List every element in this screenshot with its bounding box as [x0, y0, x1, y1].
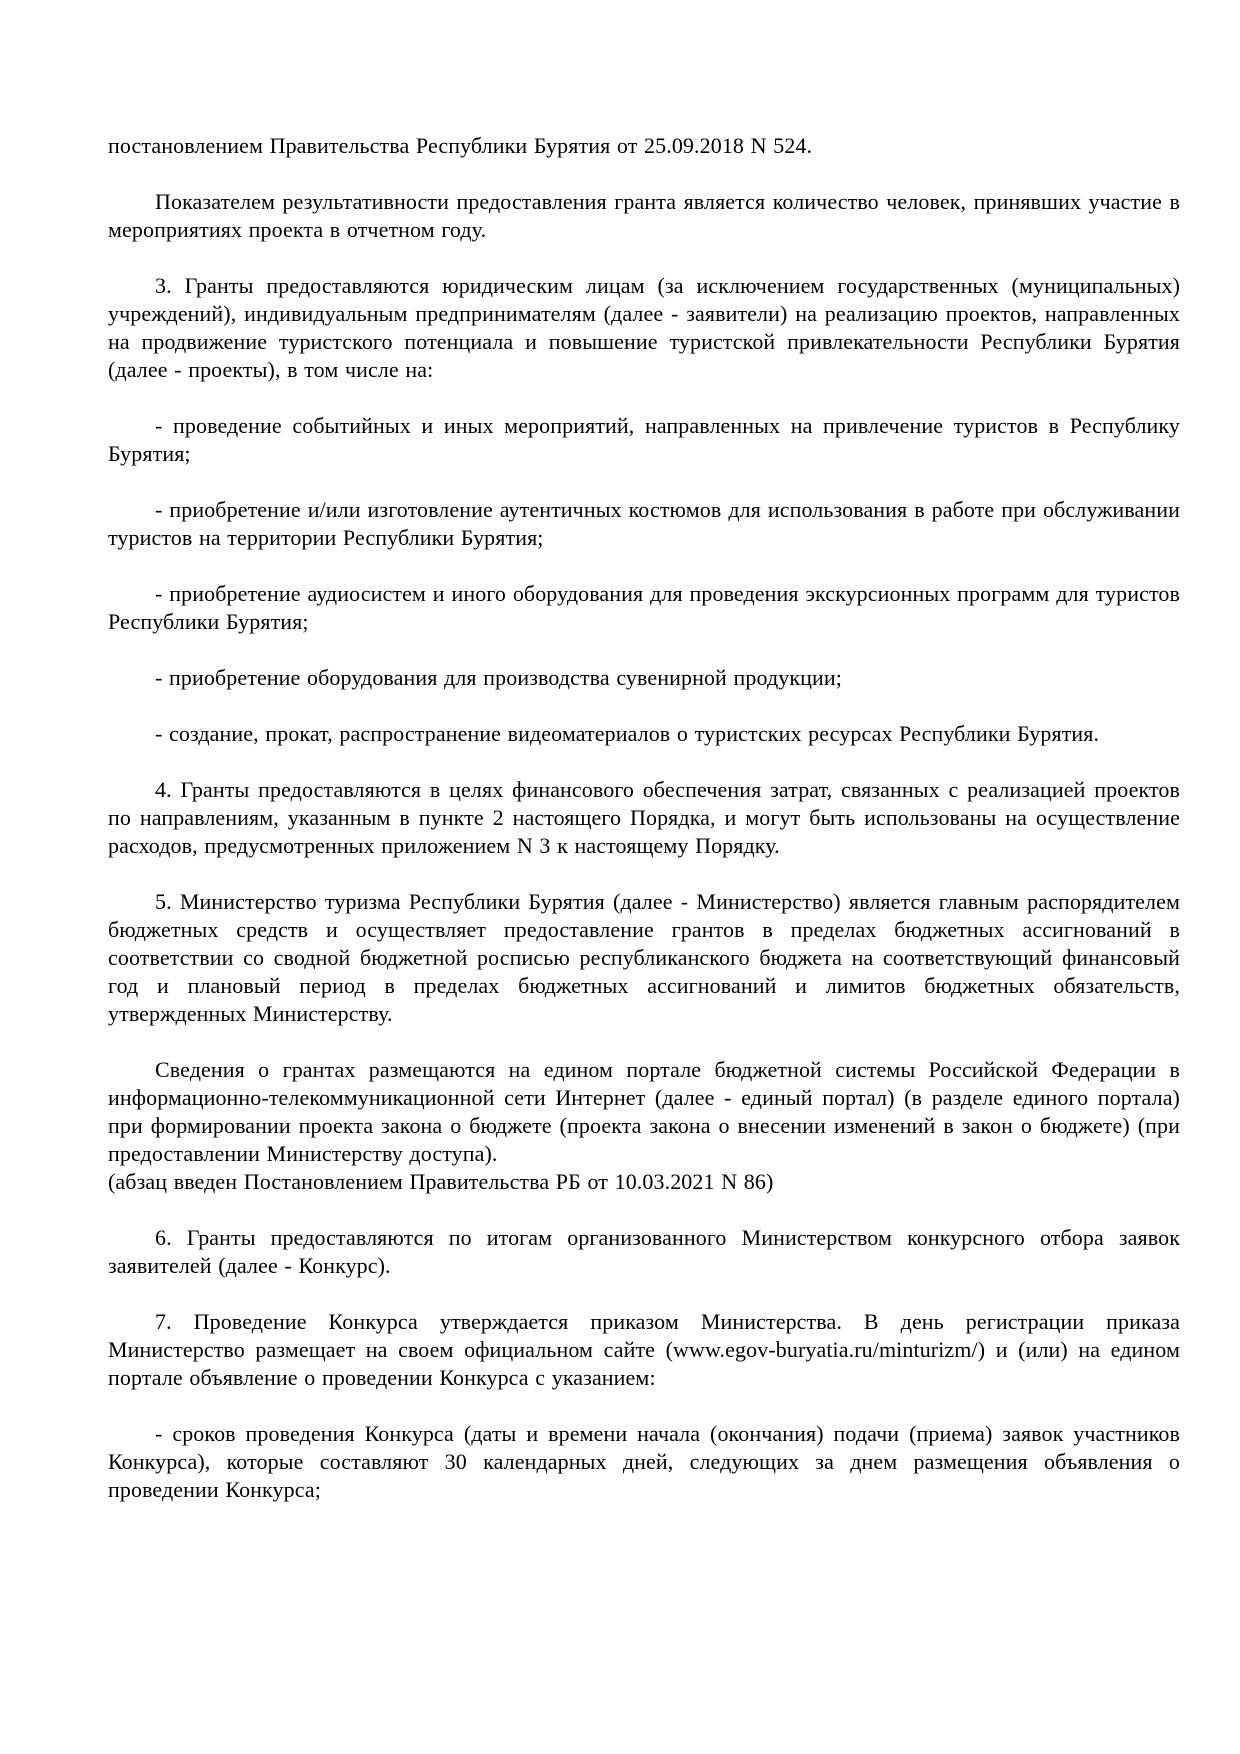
bullet-contest-terms: - сроков проведения Конкурса (даты и времени начала (окончания) подачи (приема) заявок участников Конкурса), которые составляют 30 календарных дней, следующих за днем размещения объявления о проведении Конкурса;	[108, 1421, 1180, 1502]
amendment-note: (абзац введен Постановлением Правительства РБ от 10.03.2021 N 86)	[108, 1169, 774, 1194]
paragraph-portal-info: Сведения о грантах размещаются на едином портале бюджетной системы Российской Федерации в информационно-телекоммуникационной сети Интернет (далее - единый портал) (в разделе единого портала) при формировании проекта закона о бюджете (проекта закона о внесении изменений в закон о бюджете) (при предоставлении Министерству доступа).	[108, 1057, 1180, 1166]
paragraph-point-5: 5. Министерство туризма Республики Бурятия (далее - Министерство) является главным распорядителем бюджетных средств и осуществляет предоставление грантов в пределах бюджетных ассигнований в соответствии со сводной бюджетной росписью республиканского бюджета на соответствующий финансовый год и плановый период в пределах бюджетных ассигнований и лимитов бюджетных обязательств, утвержденных Министерству.	[108, 889, 1180, 1026]
bullet-video-materials: - создание, прокат, распространение видеоматериалов о туристских ресурсах Республики Бурятия.	[155, 721, 1100, 746]
document-body	[108, 132, 1180, 1504]
bullet-audio-equipment: - приобретение аудиосистем и иного оборудования для проведения экскурсионных программ для туристов Республики Бурятия;	[108, 581, 1180, 634]
paragraph-continuation: постановлением Правительства Республики Бурятия от 25.09.2018 N 524.	[108, 133, 813, 158]
paragraph-point-4: 4. Гранты предоставляются в целях финансового обеспечения затрат, связанных с реализацией проектов по направлениям, указанным в пункте 2 настоящего Порядка, и могут быть использованы на осуществление расходов, предусмотренных приложением N 3 к настоящему Порядку.	[108, 777, 1180, 858]
bullet-costumes: - приобретение и/или изготовление аутентичных костюмов для использования в работе при обслуживании туристов на территории Республики Бурятия;	[108, 497, 1180, 550]
paragraph-point-6: 6. Гранты предоставляются по итогам организованного Министерством конкурсного отбора заявок заявителей (далее - Конкурс).	[108, 1225, 1180, 1278]
paragraph-point-7: 7. Проведение Конкурса утверждается приказом Министерства. В день регистрации приказа Министерство размещает на своем официальном сайте (www.egov-buryatia.ru/minturizm/) и (или) на едином портале объявление о проведении Конкурса с указанием:	[108, 1309, 1180, 1390]
paragraph-performance-indicator: Показателем результативности предоставления гранта является количество человек, принявших участие в мероприятиях проекта в отчетном году.	[108, 189, 1180, 242]
bullet-events: - проведение событийных и иных мероприятий, направленных на привлечение туристов в Республику Бурятия;	[108, 413, 1180, 466]
paragraph-point-3: 3. Гранты предоставляются юридическим лицам (за исключением государственных (муниципальных) учреждений), индивидуальным предпринимателям (далее - заявители) на реализацию проектов, направленных на продвижение туристского потенциала и повышение туристской привлекательности Республики Бурятия (далее - проекты), в том числе на:	[108, 273, 1180, 382]
bullet-souvenir-equipment: - приобретение оборудования для производства сувенирной продукции;	[155, 665, 842, 690]
